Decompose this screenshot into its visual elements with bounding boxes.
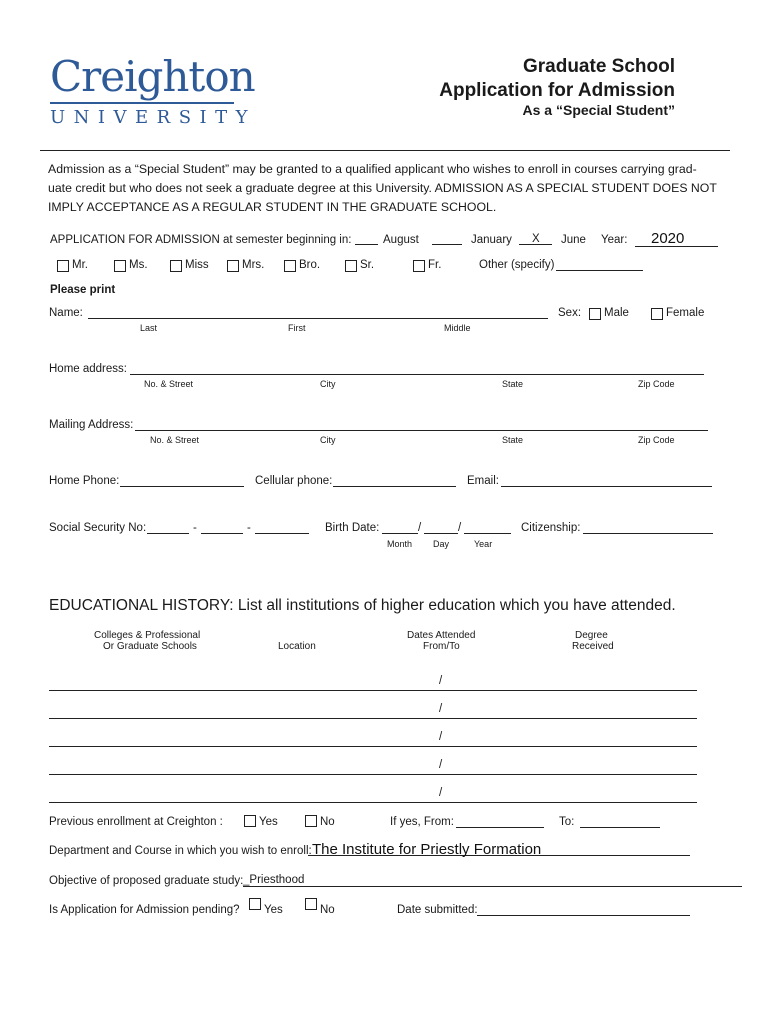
home-address-field[interactable]: [130, 374, 704, 375]
header-title-2: Application for Admission: [439, 80, 675, 101]
ssn-dash-2: -: [247, 522, 251, 534]
email-label: Email:: [467, 475, 499, 487]
objective-value: _Priesthood: [243, 874, 305, 886]
edu-row-line[interactable]: [49, 718, 697, 719]
previous-from-label: If yes, From:: [390, 816, 454, 828]
ssn-label: Social Security No:: [49, 522, 147, 534]
pending-no-label: No: [320, 904, 335, 916]
title-checkbox-fr[interactable]: [413, 260, 425, 272]
sex-label-female: Female: [666, 307, 705, 319]
please-print-label: Please print: [50, 284, 116, 296]
header-divider: [40, 150, 730, 151]
department-label: Department and Course in which you wish to enroll:: [49, 845, 312, 857]
name-label: Name:: [49, 307, 83, 319]
home-street-caption: No. & Street: [144, 379, 194, 389]
objective-label: Objective of proposed graduate study:: [49, 875, 244, 887]
title-label-mr: Mr.: [72, 259, 88, 271]
title-label-bro: Bro.: [299, 259, 321, 271]
title-checkbox-sr[interactable]: [345, 260, 357, 272]
mailing-city-caption: City: [320, 435, 336, 445]
semester-blank-january[interactable]: [432, 244, 462, 245]
previous-to-label: To:: [559, 816, 575, 828]
mailing-address-field[interactable]: [135, 430, 708, 431]
semester-blank-august[interactable]: [355, 244, 378, 245]
sex-checkbox-male[interactable]: [589, 308, 601, 320]
year-value: 2020: [651, 230, 685, 247]
home-city-caption: City: [320, 379, 336, 389]
semester-june-mark: X: [532, 233, 540, 245]
title-label-sr: Sr.: [360, 259, 375, 271]
sex-label: Sex:: [558, 307, 582, 319]
home-phone-label: Home Phone:: [49, 475, 120, 487]
birth-day-caption: Day: [433, 539, 450, 549]
name-field[interactable]: [88, 318, 548, 319]
name-last-caption: Last: [140, 323, 158, 333]
home-zip-caption: Zip Code: [638, 379, 675, 389]
birth-month-caption: Month: [387, 539, 413, 549]
previous-enrollment-label: Previous enrollment at Creighton :: [49, 816, 223, 828]
edu-row-line[interactable]: [49, 690, 697, 691]
title-checkbox-mrs[interactable]: [227, 260, 239, 272]
other-specify-field[interactable]: [556, 270, 643, 271]
date-submitted-label: Date submitted:: [397, 904, 478, 916]
title-label-ms: Ms.: [129, 259, 148, 271]
previous-to-field[interactable]: [580, 827, 660, 828]
edu-row-line[interactable]: [49, 802, 697, 803]
mailing-address-label: Mailing Address:: [49, 419, 134, 431]
edu-col-location: Location: [278, 641, 316, 652]
home-phone-field[interactable]: [120, 486, 244, 487]
birth-date-label: Birth Date:: [325, 522, 380, 534]
edu-row-line[interactable]: [49, 746, 697, 747]
title-label-miss: Miss: [185, 259, 209, 271]
home-address-label: Home address:: [49, 363, 127, 375]
title-checkbox-bro[interactable]: [284, 260, 296, 272]
title-checkbox-mr[interactable]: [57, 260, 69, 272]
birth-month-field[interactable]: [382, 533, 418, 534]
mailing-state-caption: State: [502, 435, 524, 445]
pending-label: Is Application for Admission pending?: [49, 904, 240, 916]
ssn-field-2[interactable]: [201, 533, 243, 534]
previous-no-label: No: [320, 816, 335, 828]
previous-from-field[interactable]: [456, 827, 544, 828]
edu-col-degree-1: Degree: [575, 630, 608, 641]
edu-col-colleges-2: Or Graduate Schools: [103, 641, 197, 652]
semester-label: APPLICATION FOR ADMISSION at semester beginning in:: [50, 234, 352, 246]
edu-row-slash: /: [439, 787, 443, 799]
mailing-street-caption: No. & Street: [150, 435, 200, 445]
edu-col-colleges-1: Colleges & Professional: [94, 630, 201, 641]
birth-year-field[interactable]: [464, 533, 511, 534]
edu-row-slash: /: [439, 731, 443, 743]
birth-slash-2: /: [458, 522, 462, 534]
logo-rule: [50, 102, 234, 104]
year-label: Year:: [601, 234, 628, 246]
cell-phone-label: Cellular phone:: [255, 475, 333, 487]
education-heading: EDUCATIONAL HISTORY: List all institutions of higher education which you have attended.: [49, 597, 676, 614]
date-submitted-field[interactable]: [477, 915, 690, 916]
birth-day-field[interactable]: [424, 533, 458, 534]
edu-col-dates-2: From/To: [423, 641, 460, 652]
title-checkbox-ms[interactable]: [114, 260, 126, 272]
ssn-field-3[interactable]: [255, 533, 309, 534]
edu-row-slash: /: [439, 759, 443, 771]
mailing-zip-caption: Zip Code: [638, 435, 675, 445]
email-field[interactable]: [501, 486, 712, 487]
previous-yes-checkbox[interactable]: [244, 815, 256, 827]
header-title-3: As a “Special Student”: [522, 102, 675, 118]
creighton-logo-wordmark: Creighton: [50, 52, 255, 101]
ssn-field-1[interactable]: [147, 533, 189, 534]
edu-row-slash: /: [439, 703, 443, 715]
name-first-caption: First: [288, 323, 306, 333]
creighton-logo-university: UNIVERSITY: [50, 107, 257, 128]
previous-yes-label: Yes: [259, 816, 278, 828]
pending-yes-checkbox[interactable]: [249, 898, 261, 910]
title-label-mrs: Mrs.: [242, 259, 265, 271]
sex-label-male: Male: [604, 307, 629, 319]
title-checkbox-miss[interactable]: [170, 260, 182, 272]
pending-no-checkbox[interactable]: [305, 898, 317, 910]
objective-field[interactable]: [243, 886, 742, 887]
citizenship-field[interactable]: [583, 533, 713, 534]
semester-january: January: [471, 234, 512, 246]
cell-phone-field[interactable]: [333, 486, 456, 487]
home-state-caption: State: [502, 379, 524, 389]
sex-checkbox-female[interactable]: [651, 308, 663, 320]
semester-june: June: [561, 234, 586, 246]
edu-col-dates-1: Dates Attended: [407, 630, 476, 641]
header-title-1: Graduate School: [522, 56, 675, 77]
ssn-dash-1: -: [193, 522, 197, 534]
edu-row-line[interactable]: [49, 774, 697, 775]
edu-row-slash: /: [439, 675, 443, 687]
birth-year-caption: Year: [474, 539, 493, 549]
department-value: The Institute for Priestly Formation: [312, 841, 542, 858]
pending-yes-label: Yes: [264, 904, 283, 916]
previous-no-checkbox[interactable]: [305, 815, 317, 827]
edu-col-degree-2: Received: [572, 641, 614, 652]
other-specify-label: Other (specify): [479, 259, 555, 271]
intro-paragraph: Admission as a “Special Student” may be granted to a qualified applicant who wishes to enroll in courses carrying grad-uate credit but who does not seek a graduate degree at this University. ADMISSION AS A SPECIAL STUDENT DOES NOT IMPLY ACCEPTANCE AS A REGULAR STUDENT IN THE GRADUATE SCHOOL.: [48, 162, 717, 214]
citizenship-label: Citizenship:: [521, 522, 581, 534]
birth-slash-1: /: [418, 522, 422, 534]
name-middle-caption: Middle: [444, 323, 471, 333]
title-label-fr: Fr.: [428, 259, 442, 271]
semester-august: August: [383, 234, 419, 246]
